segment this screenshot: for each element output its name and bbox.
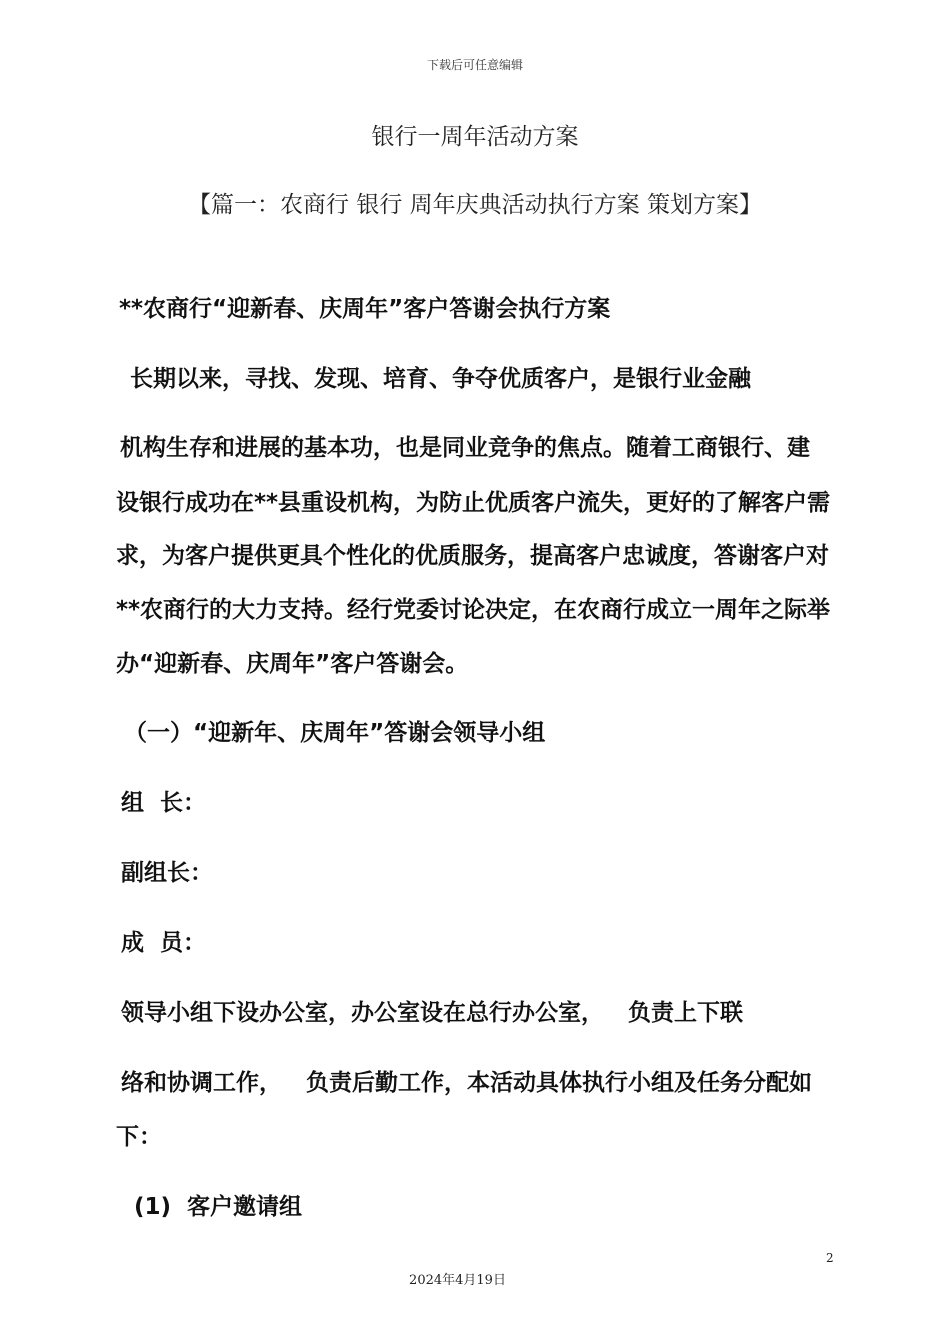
deputy-leader-label: 副组长： bbox=[121, 860, 213, 886]
body-line: 办“迎新春、庆周年”客户答谢会。 bbox=[116, 651, 469, 677]
body-line: 设银行成功在**县重设机构，为防止优质客户流失，更好的了解客户需 bbox=[116, 490, 831, 516]
footer-date: 2024年4月19日 bbox=[409, 1273, 506, 1288]
body-line: 络和协调工作， 负责后勤工作，本活动具体执行小组及任务分配如 bbox=[121, 1070, 813, 1096]
members-label: 成 员： bbox=[121, 930, 207, 956]
body-line: **农商行的大力支持。经行党委讨论决定，在农商行成立一周年之际举 bbox=[116, 597, 831, 623]
subsection-heading: （一）“迎新年、庆周年”答谢会领导小组 bbox=[124, 720, 546, 746]
body-line: 领导小组下设办公室，办公室设在总行办公室， 负责上下联 bbox=[121, 1000, 744, 1026]
document-title: 银行一周年活动方案 bbox=[371, 124, 579, 150]
document-subtitle: 【篇一：农商行 银行 周年庆典活动执行方案 策划方案】 bbox=[188, 192, 762, 218]
page-number: 2 bbox=[826, 1251, 834, 1265]
page-header-note: 下载后可任意编辑 bbox=[426, 58, 523, 72]
section-heading: **农商行“迎新春、庆周年”客户答谢会执行方案 bbox=[119, 296, 611, 322]
body-line: 长期以来，寻找、发现、培育、争夺优质客户，是银行业金融 bbox=[122, 366, 752, 392]
body-line: 求，为客户提供更具个性化的优质服务，提高客户忠诚度，答谢客户对 bbox=[116, 543, 829, 569]
body-line: 机构生存和进展的基本功，也是同业竞争的焦点。随着工商银行、建 bbox=[120, 435, 810, 461]
group-leader-label: 组 长： bbox=[121, 790, 207, 816]
list-item-heading: (1) 客户邀请组 bbox=[126, 1194, 303, 1220]
body-line: 下： bbox=[116, 1124, 162, 1150]
